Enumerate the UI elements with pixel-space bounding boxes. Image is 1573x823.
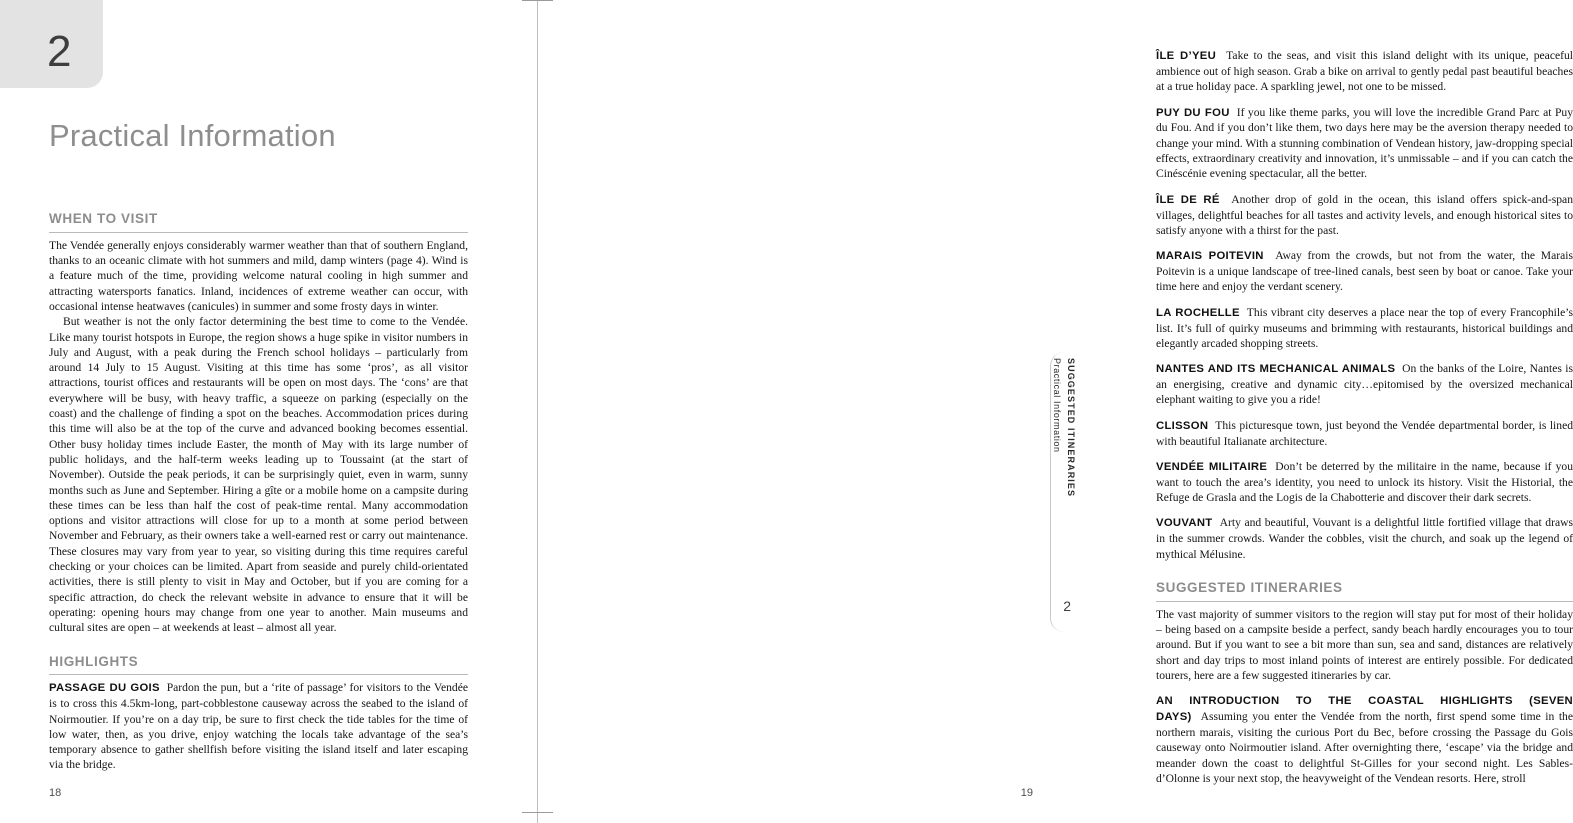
run-head-ile-dyeu: ÎLE D’YEU xyxy=(1156,50,1217,62)
paragraph-seasons: But weather is not the only factor determining the best time to come to the Vendée. Like many tourist hotspots in Europe, the region shows a huge spike in visitor numbers in July and August, with a peak during the French school holidays – particularly from around 14 July to 15 August. Visiting at this time has some ‘pros’, as all visitor attractions, tourist offices and restaurants will be open on most days. The ‘cons’ are that everywhere will be busy, with heavy traffic, a squeeze on parking (especially on the coast) and the challenge of finding a spot on the beaches. Accommodation prices during this time will also be at the top of the curve and advanced booking becomes essential. Other busy holiday times include Easter, the month of May with its large number of public holidays, and the half-term weeks leading up to Toussaint (at the start of November). Outside the peak periods, it can be surprisingly quiet, even in warm, sunny months such as June and September. Hiring a gîte or a mobile home on a campsite during these times can be less than half the cost of peak-time rental. Many accommodation options and visitor attractions will close for up to a month at some period between November and February, as their owners take a well-earned rest or carry out maintenance. These closures may vary from year to year, so visiting during this time requires careful checking or your choices can be limited. Apart from seaside and purely child-orientated activities, there is still plenty to visit in May and October, but if you are coming for a specific attraction, do check the relevant website in advance to ensure that it will be operating: opening hours may change from one year to another. Main museums and cultural sites are open – at weekends at least – almost all year. xyxy=(49,315,468,635)
highlight-clisson xyxy=(1156,418,1573,449)
folio-left: 18 xyxy=(49,787,62,799)
thumb-tab-labels xyxy=(1053,358,1075,598)
run-head-ile-de-re: ÎLE DE RÉ xyxy=(1156,193,1220,206)
highlight-nantes-text: On the banks of the Loire, Nantes is an energising, creative and dynamic city…epitomised by the oversized mechanical elephant waiting to give you a ride! xyxy=(1156,362,1573,407)
itinerary-coastal-highlights-text: Assuming you enter the Vendée from the north, first spend some time in the northern marais, visiting the curious Port du Bec, before crossing the Passage du Gois causeway onto Noirmoutier island. After overnighting there, ‘escape’ via the bridge and meander down the coast to delightful St-Gilles for your second night. Les Sables-d’Olonne is your next stop, the heavyweight of the Vendean resorts. Here, stroll xyxy=(1156,710,1573,785)
run-head-puy-du-fou: PUY DU FOU xyxy=(1156,106,1230,119)
right-column-body xyxy=(1156,48,1573,786)
highlight-vouvant-text: Arty and beautiful, Vouvant is a delightful little fortified village that draws in the summer crowds. Wander the cobbles, visit the church, and soak up the legend of mythical Mélusine. xyxy=(1156,516,1573,561)
highlight-marais-poitevin xyxy=(1156,248,1573,295)
right-page xyxy=(538,0,1573,823)
highlight-clisson-text: This picturesque town, just beyond the Vendée departmental border, is lined with beautiful Italianate architecture. xyxy=(1156,418,1573,448)
heading-highlights: HIGHLIGHTS xyxy=(49,653,468,676)
thumb-chapter-number: 2 xyxy=(1063,598,1071,614)
run-head-vendee-militaire: VENDÉE MILITAIRE xyxy=(1156,460,1268,473)
highlight-passage-du-gois-text: Pardon the pun, but a ‘rite of passage’ for visitors to the Vendée is to cross this 4.5km-long, part-cobblestone causeway across the seabed to the island of Noirmoutier. If you’re on a day trip, be sure to first check the tide tables for the time of low water, then, as you drive, enjoy watching the locals take advantage of the sea’s temporary absence to gather shellfish before visiting the island itself and later escaping via the bridge. xyxy=(49,681,468,772)
left-page xyxy=(0,0,538,823)
highlight-vendee-militaire xyxy=(1156,459,1573,506)
heading-suggested-itineraries: SUGGESTED ITINERARIES xyxy=(1156,579,1573,602)
chapter-number: 2 xyxy=(47,27,72,76)
page-fold-line xyxy=(537,0,538,823)
itinerary-coastal-highlights xyxy=(1156,693,1573,786)
run-head-clisson: CLISSON xyxy=(1156,419,1209,432)
heading-when-to-visit: WHEN TO VISIT xyxy=(49,210,468,233)
run-head-nantes: NANTES AND ITS MECHANICAL ANIMALS xyxy=(1156,363,1396,376)
run-head-vouvant: VOUVANT xyxy=(1156,517,1213,530)
run-head-coastal-highlights: AN INTRODUCTION TO THE COASTAL HIGHLIGHTS (SEVEN DAYS) xyxy=(1156,695,1573,723)
highlight-vouvant xyxy=(1156,515,1573,562)
highlight-passage-du-gois xyxy=(49,680,468,772)
highlight-ile-de-re-text: Another drop of gold in the ocean, this island offers spick-and-span villages, delightful beaches for all tastes and activity levels, and enough historical sites to satisfy anyone with a thirst for the past. xyxy=(1156,192,1573,237)
highlight-puy-du-fou xyxy=(1156,105,1573,182)
run-head-la-rochelle: LA ROCHELLE xyxy=(1156,306,1240,319)
paragraph-itineraries-intro: The vast majority of summer visitors to the region will stay put for most of their holiday – being based on a campsite beside a perfect, sandy beach hardly encourages you to tour around. But if you want to see a bit more than sun, sea and sand, distances are relatively short and day trips to most inland points of interest are entirely possible. For dedicated tourers, here are a few suggested itineraries by car. xyxy=(1156,607,1573,682)
highlight-nantes xyxy=(1156,361,1573,408)
folio-right: 19 xyxy=(1020,787,1033,799)
highlight-ile-de-re xyxy=(1156,192,1573,239)
left-column-body xyxy=(49,210,468,773)
thumb-chapter-label: Practical Information xyxy=(1052,358,1062,453)
thumb-section-label: SUGGESTED ITINERARIES xyxy=(1066,358,1076,498)
paragraph-climate: The Vendée generally enjoys considerably warmer weather than that of southern England, thanks to an oceanic climate with hot summers and mild, damp winters (page 4). Wind is a feature much of the time, providing welcome natural cooling in high summer and attracting watersports fanatics. Inland, incidences of extreme weather can occur, with occasional intense heatwaves (canicules) in summer and some frosty days in winter. xyxy=(49,238,468,313)
highlight-ile-dyeu-text: Take to the seas, and visit this island delight with its unique, peaceful ambience out of high season. Grab a bike on arrival to gently pedal past beautiful beaches at a true holiday pace. A sparkling jewel, not one to be missed. xyxy=(1156,49,1573,94)
chapter-title: Practical Information xyxy=(49,118,336,153)
highlight-la-rochelle xyxy=(1156,305,1573,352)
highlight-puy-du-fou-text: If you like theme parks, you will love the incredible Grand Parc at Puy du Fou. And if you don’t like them, two days here may be the aversion therapy needed to change your mind. With a stunning combination of Vendean history, jaw-dropping special effects, extraordinary creativity and innovation, it’s unmissable – and if you can catch the Cinéscénie evening spectacular, all the better. xyxy=(1156,105,1573,181)
highlight-vendee-militaire-text: Don’t be deterred by the militaire in the name, because if you want to touch the area’s identity, you need to unlock its history. Visit the Historial, the Refuge de Grasla and the Logis de la Chabotterie and discover their dark secrets. xyxy=(1156,459,1573,504)
crop-mark-bottom xyxy=(522,812,553,813)
run-head-passage-du-gois: PASSAGE DU GOIS xyxy=(49,682,160,695)
highlight-ile-dyeu xyxy=(1156,48,1573,95)
run-head-marais-poitevin: MARAIS POITEVIN xyxy=(1156,250,1264,263)
highlight-la-rochelle-text: This vibrant city deserves a place near the top of every Francophile’s list. It’s full of quirky museums and brimming with restaurants, historical buildings and elegantly arcaded shopping streets. xyxy=(1156,305,1573,350)
highlight-marais-poitevin-text: Away from the crowds, but not from the water, the Marais Poitevin is a unique landscape of tree-lined canals, best seen by boat or canoe. Take your time here and enjoy the verdant scenery. xyxy=(1156,249,1573,294)
crop-mark-top xyxy=(522,0,553,1)
